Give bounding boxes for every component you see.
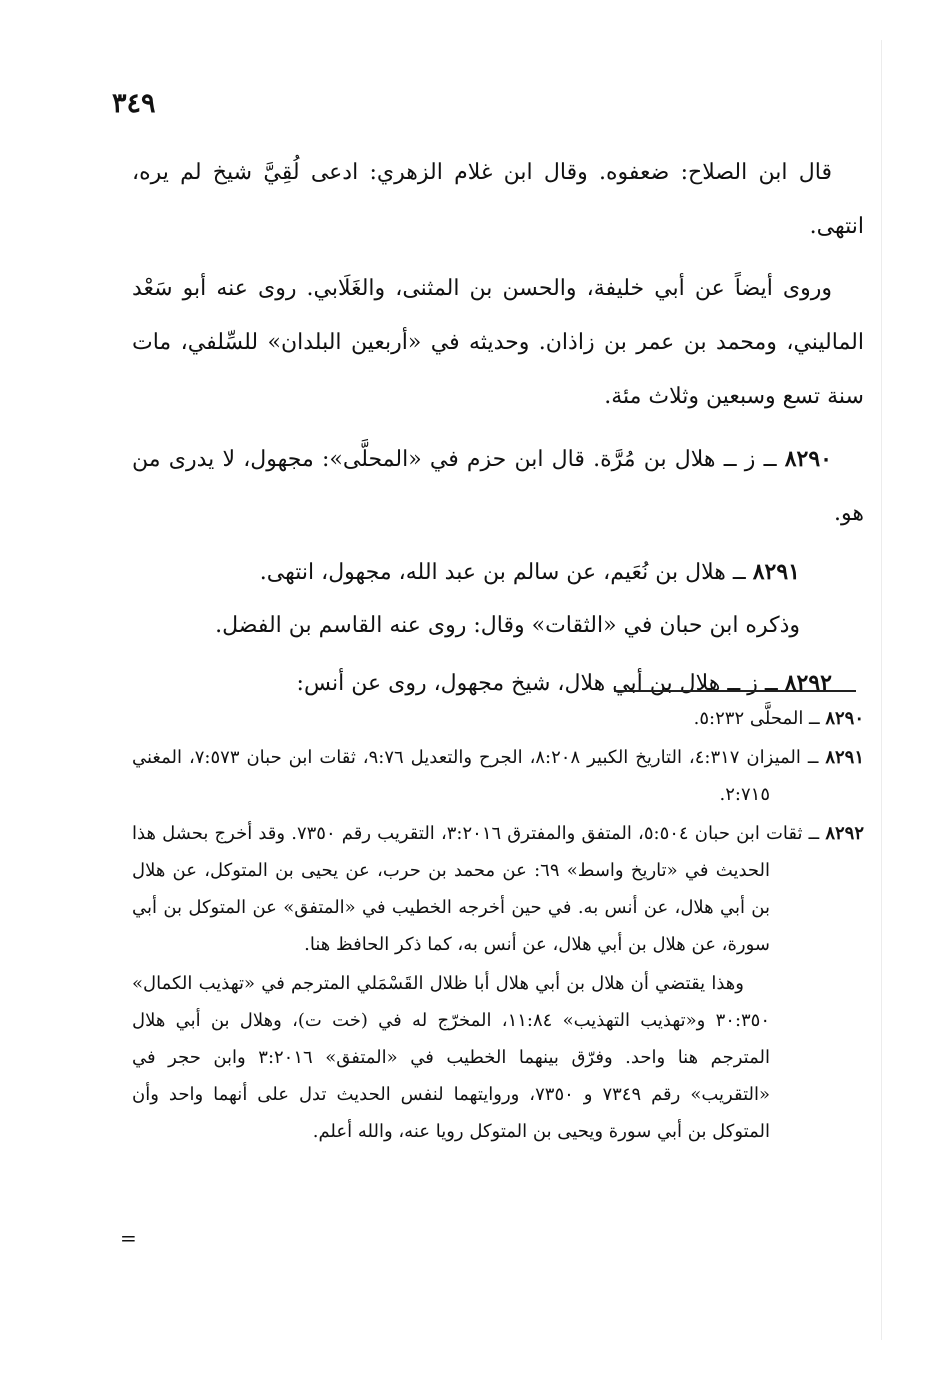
entry-number: ٨٢٩٢ <box>784 670 832 696</box>
paragraph-narrations: وروى أيضاً عن أبي خليفة، والحسن بن المثنى، والغَلَابي. روى عنه أبو سَعْد الماليني، ومحمد بن عمر بن زاذان. وحديثه في «أربعين البلدان» للسِّلفي، مات سنة تسع وسبعين وثلاث مئة. <box>132 276 864 409</box>
footnote-text: ــ الميزان ٤:٣١٧، التاريخ الكبير ٨:٢٠٨، الجرح والتعديل ٩:٧٦، ثقات ابن حبان ٧:٥٧٣، المغني ٢:٧١٥. <box>132 747 826 805</box>
entry-8291 <box>132 545 864 600</box>
page-number: ٣٤٩ <box>112 88 156 119</box>
footnote-8292 <box>132 815 864 963</box>
footnotes <box>132 700 864 1150</box>
paragraph-ibn-salah: قال ابن الصلاح: ضعفوه. وقال ابن غلام الزهري: ادعى لُقِيَّ شيخ لم يره، انتهى. <box>132 160 864 239</box>
footnote-8290 <box>132 700 864 737</box>
footnote-8292-continuation: وهذا يقتضي أن هلال بن أبي هلال أبا ظلال القَسْمَلي المترجم في «تهذيب الكمال» ٣٠:٣٥٠ و«تهذيب التهذيب» ١١:٨٤، المخرّج له في (خت ت)، وهلال بن أبي هلال المترجم هنا واحد. وفرّق بينهما الخطيب في «المتفق» ٣:٢٠١٦ وابن حجر في «التقريب» رقم ٧٣٤٩ و ٧٣٥٠، وروايتهما لنفس الحديث تدل على أنهما واحد وأن المتوكل بن أبي سورة ويحيى بن المتوكل رويا عنه، والله أعلم. <box>132 973 771 1142</box>
footnote-8291 <box>132 739 864 813</box>
footnote-number: ٨٢٩١ <box>825 747 865 768</box>
entry-text: ــ ز ــ هلال بن أبي هلال، شيخ مجهول، روى عن أنس: <box>296 671 785 696</box>
footnote-text: ــ المحلَّى ٥:٢٣٢. <box>693 708 826 729</box>
continuation-mark: = <box>120 1226 137 1250</box>
main-text <box>132 146 864 711</box>
footnote-number: ٨٢٩٠ <box>825 708 864 729</box>
entry-number: ٨٢٩١ <box>752 559 800 585</box>
footnote-text: ــ ثقات ابن حبان ٥:٥٠٤، المتفق والمفترق ٣:٢٠١٦، التقريب رقم ٧٣٥٠. وقد أخرج بحشل هذا الحديث في «تاريخ واسط» ٦٩: عن محمد بن حرب، عن يحيى بن المتوكل، عن هلال بن أبي هلال، عن أنس به. في حين أخرجه الخطيب في «المتفق» عن المتوكل بن أبي سورة، عن هلال بن أبي هلال، عن أنس به، كما ذكر الحافظ هنا. <box>132 823 826 955</box>
entry-number: ٨٢٩٠ <box>784 446 832 472</box>
footnote-number: ٨٢٩٢ <box>825 823 865 844</box>
entry-8290 <box>132 432 864 541</box>
entry-text: ــ ز ــ هلال بن مُرَّة. قال ابن حزم في «المحلَّى»: مجهول، لا يدرى من هو. <box>132 447 864 526</box>
footnote-divider <box>614 690 856 692</box>
entry-text: ــ هلال بن نُعَيم، عن سالم بن عبد الله، مجهول، انتهى. <box>259 560 753 585</box>
paragraph-ibn-hibban: وذكره ابن حبان في «الثقات» وقال: روى عنه القاسم بن الفضل. <box>215 613 800 638</box>
scan-page-edge <box>881 40 882 1340</box>
